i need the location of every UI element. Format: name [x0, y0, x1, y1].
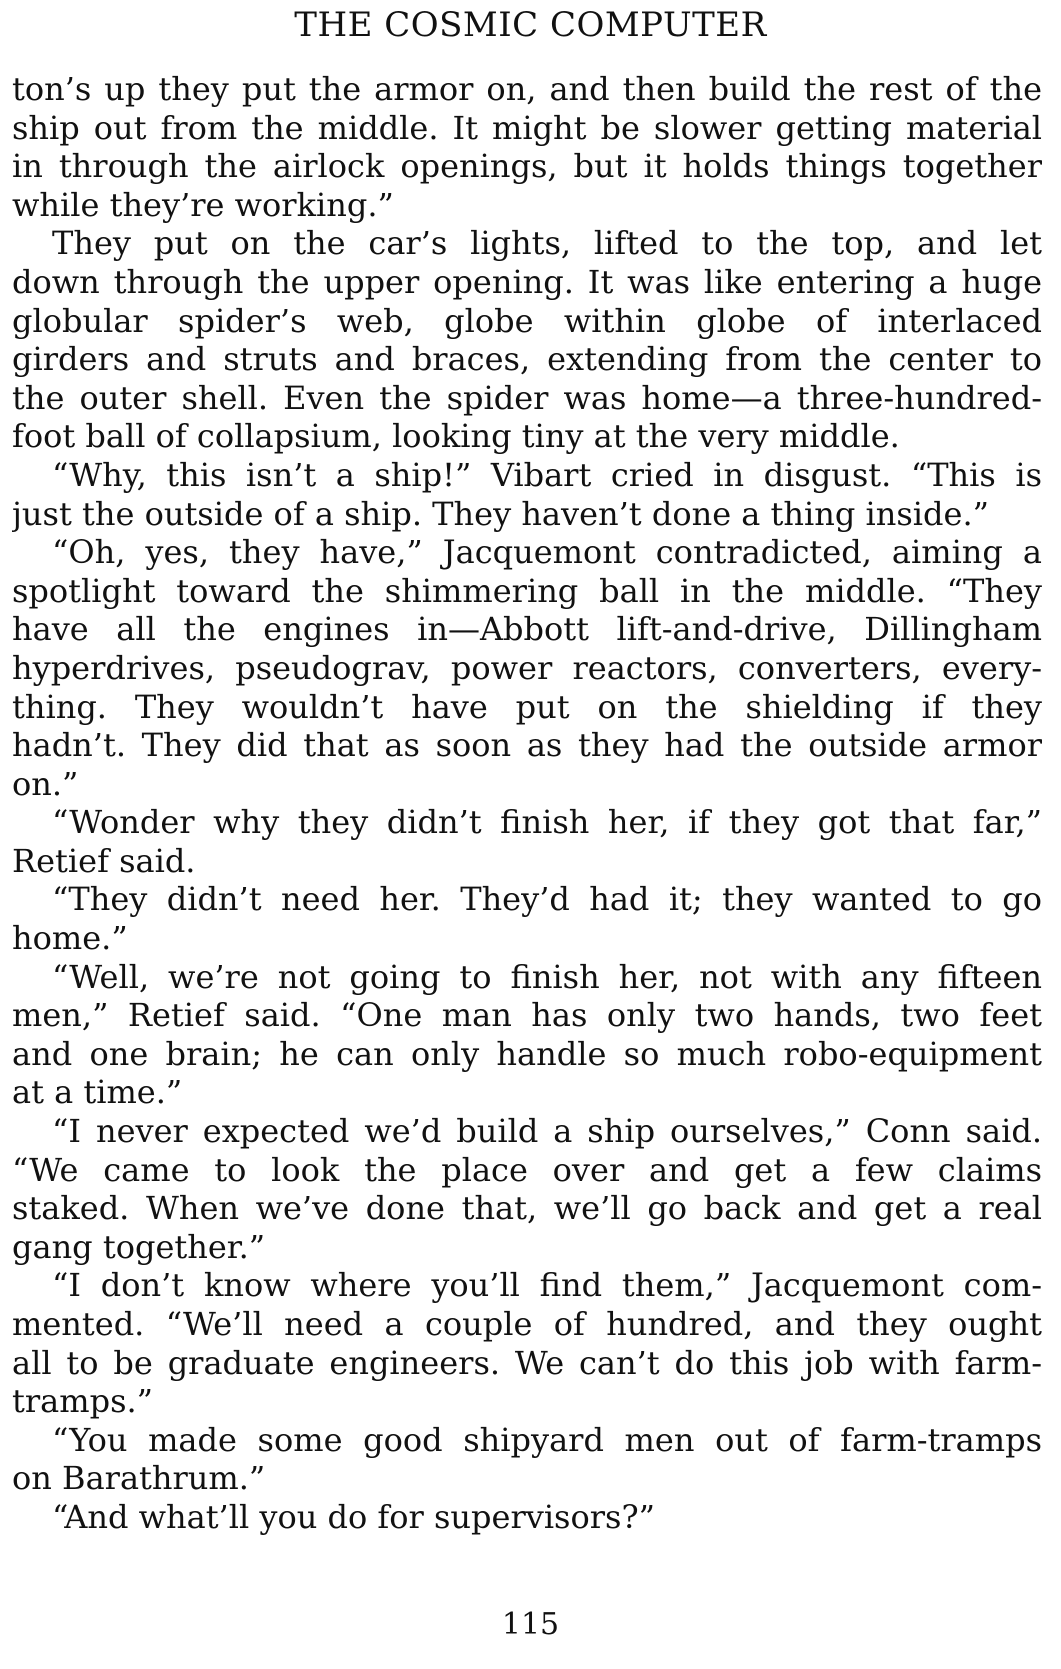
text-line: have all the engines in—Abbott lift-and-drive, Dillingham: [12, 610, 1042, 649]
text-line: in through the airlock openings, but it holds things together: [12, 147, 1042, 186]
text-line: “Wonder why they didn’t finish her, if they got that far,”: [52, 803, 1042, 842]
text-line: girders and struts and braces, extending from the center to: [12, 340, 1042, 379]
text-line: just the outside of a ship. They haven’t done a thing inside.”: [12, 494, 989, 533]
text-line: globular spider’s web, globe within globe of interlaced: [12, 301, 1042, 340]
text-line: “I don’t know where you’ll find them,” Jacquemont com-: [52, 1266, 1042, 1305]
running-head: THE COSMIC COMPUTER: [294, 5, 767, 45]
text-line: thing. They wouldn’t have put on the shielding if they: [12, 687, 1042, 726]
text-line: hyperdrives, pseudograv, power reactors, converters, every-: [12, 648, 1042, 687]
text-line: hadn’t. They did that as soon as they had the outside armor: [12, 726, 1042, 765]
text-line: staked. When we’ve done that, we’ll go back and get a real: [12, 1189, 1042, 1228]
page-number: 115: [501, 1607, 560, 1642]
text-line: tramps.”: [12, 1382, 154, 1421]
text-line: They put on the car’s lights, lifted to the top, and let: [52, 224, 1042, 263]
text-line: ton’s up they put the armor on, and then build the rest of the: [12, 70, 1042, 108]
text-line: while they’re working.”: [12, 185, 394, 224]
text-line: Retief said.: [12, 841, 196, 880]
text-line: ship out from the middle. It might be slower getting material: [12, 108, 1042, 147]
text-line: “Well, we’re not going to finish her, not with any fifteen: [52, 957, 1042, 996]
text-line: “I never expected we’d build a ship ourselves,” Conn said.: [52, 1112, 1042, 1151]
text-line: “And what’ll you do for supervisors?”: [52, 1497, 655, 1536]
text-line: foot ball of collapsium, looking tiny at the very middle.: [12, 417, 900, 456]
text-line: and one brain; he can only handle so much robo-equipment: [12, 1034, 1042, 1073]
text-line: “We came to look the place over and get a few claims: [12, 1150, 1042, 1189]
text-line: “You made some good shipyard men out of farm-tramps: [52, 1420, 1042, 1459]
text-line: “They didn’t need her. They’d had it; they wanted to go: [52, 880, 1042, 919]
text-line: men,” Retief said. “One man has only two hands, two feet: [12, 996, 1042, 1035]
text-line: spotlight toward the shimmering ball in the middle. “They: [12, 571, 1042, 610]
text-line: gang together.”: [12, 1227, 266, 1266]
text-line: on Barathrum.”: [12, 1459, 266, 1498]
text-line: mented. “We’ll need a couple of hundred, and they ought: [12, 1305, 1042, 1343]
body-text: [12, 70, 1042, 1537]
text-line: the outer shell. Even the spider was home—a three-hundred-: [12, 378, 1042, 417]
text-line: “Why, this isn’t a ship!” Vibart cried in disgust. “This is: [52, 455, 1042, 494]
text-line: on.”: [12, 764, 79, 803]
text-line: at a time.”: [12, 1073, 183, 1112]
text-line: all to be graduate engineers. We can’t do this job with farm-: [12, 1343, 1042, 1382]
text-line: home.”: [12, 919, 128, 958]
text-line: down through the upper opening. It was like entering a huge: [12, 262, 1042, 301]
text-line: “Oh, yes, they have,” Jacquemont contradicted, aiming a: [52, 533, 1042, 572]
